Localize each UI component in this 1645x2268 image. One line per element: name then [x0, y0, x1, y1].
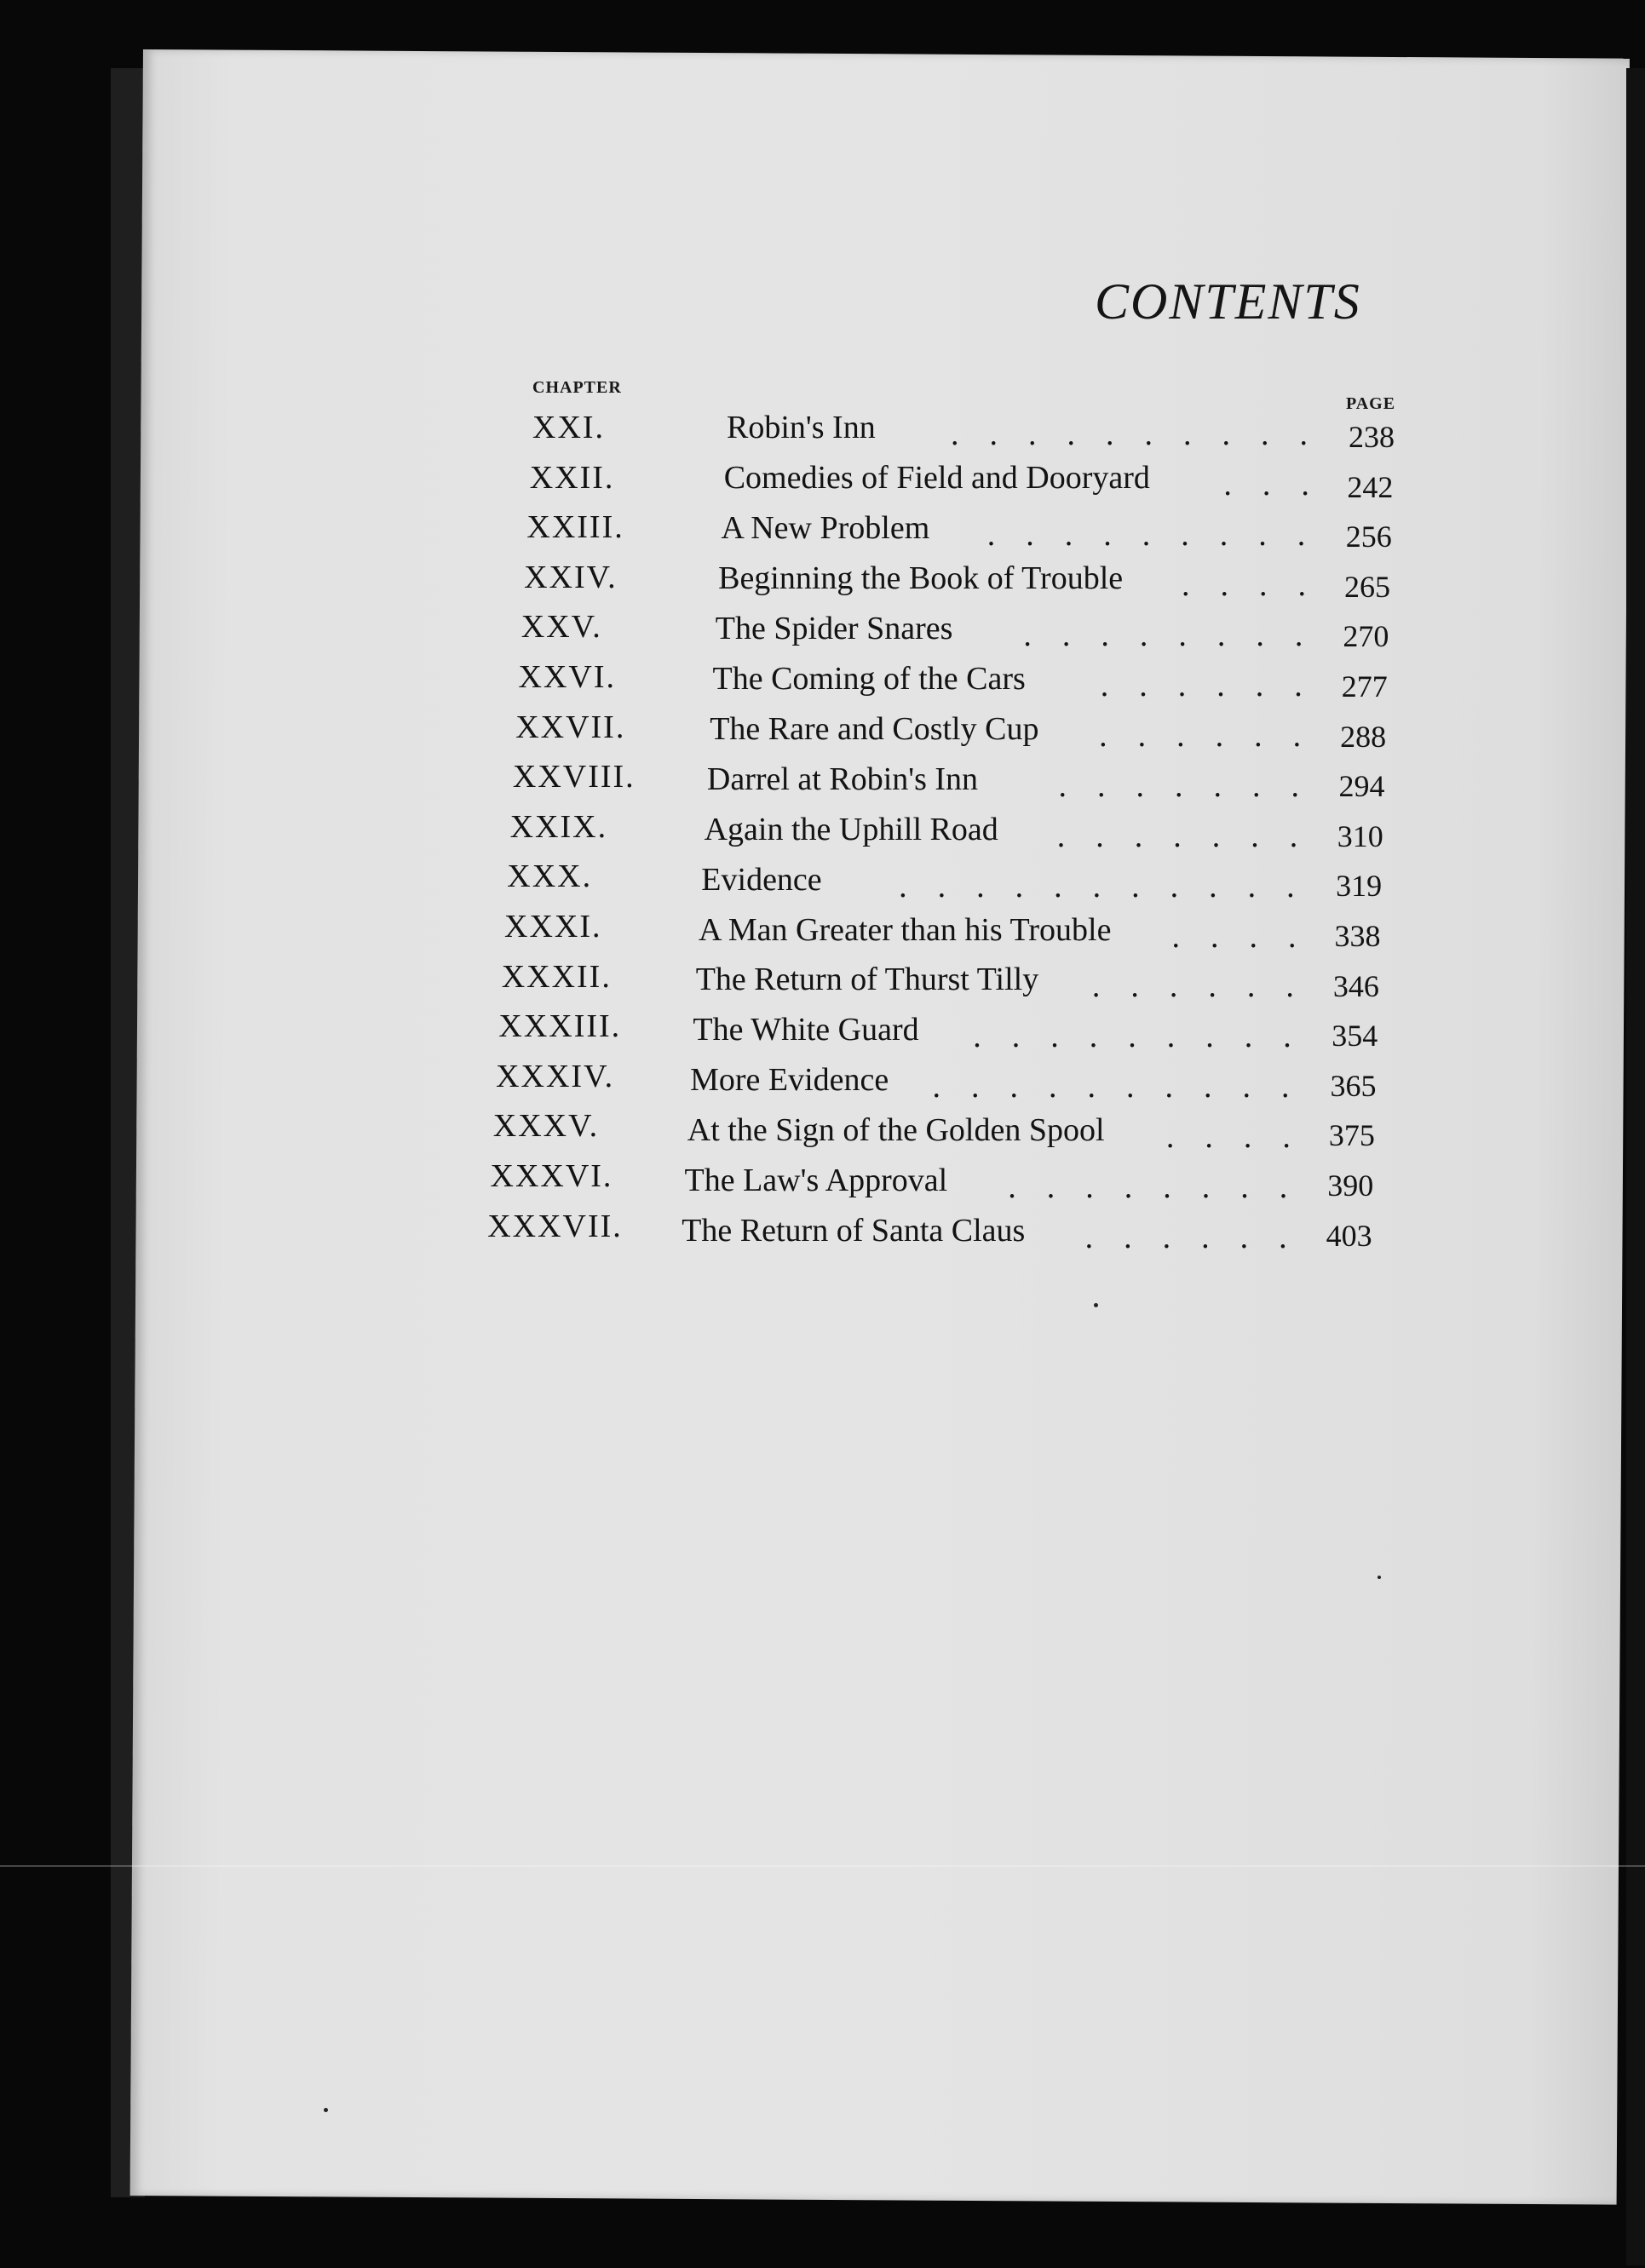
page-number: 390 [1327, 1168, 1374, 1203]
page-number: 238 [1349, 420, 1395, 454]
chapter-numeral: XXXIV. [496, 1058, 615, 1094]
dot-leader: ......... [973, 1019, 1322, 1055]
chapter-title: The Return of Thurst Tilly [695, 962, 1039, 998]
page-number: 375 [1328, 1118, 1375, 1153]
chapter-numeral: XXVIII. [512, 759, 636, 795]
chapter-numeral: XXXI. [504, 909, 602, 945]
page-number: 270 [1343, 619, 1389, 654]
page-number: 338 [1334, 919, 1381, 953]
chapter-numeral: XXIV. [524, 559, 618, 595]
chapter-numeral: XXI. [532, 410, 606, 445]
toc-row [0, 858, 1645, 907]
toc-row [0, 1157, 1645, 1207]
print-speck [1094, 1303, 1098, 1307]
toc-row [0, 908, 1645, 957]
chapter-numeral: XXIX. [509, 808, 608, 845]
page-number: 256 [1345, 520, 1392, 554]
dot-leader: ...... [1099, 717, 1332, 754]
chapter-title: The Law's Approval [684, 1163, 948, 1199]
toc-row [0, 1008, 1645, 1057]
chapter-title: Robin's Inn [727, 410, 876, 445]
dot-leader: ........ [1023, 617, 1334, 653]
toc-row [0, 559, 1645, 608]
print-speck [324, 2108, 328, 2112]
dot-leader: .... [1171, 918, 1327, 955]
chapter-title: Beginning the Book of Trouble [718, 560, 1124, 596]
toc-row [0, 958, 1645, 1008]
page-number: 319 [1336, 869, 1383, 904]
dot-leader: .... [1182, 566, 1337, 603]
toc-row [0, 709, 1645, 758]
page-number: 354 [1332, 1019, 1378, 1054]
chapter-title: Evidence [701, 861, 822, 898]
page-number: 242 [1347, 469, 1394, 504]
dot-leader: ........... [899, 868, 1326, 904]
page-number: 294 [1338, 769, 1385, 804]
chapter-numeral: XXVII. [515, 709, 626, 745]
chapter-title: A Man Greater than his Trouble [699, 911, 1112, 948]
dot-leader: .... [1165, 1119, 1321, 1156]
page-number: 403 [1326, 1218, 1372, 1253]
toc-row [0, 1208, 1645, 1257]
page-number: 288 [1340, 719, 1387, 754]
page-number: 310 [1337, 818, 1383, 853]
chapter-numeral: XXXIII. [498, 1008, 622, 1045]
chapter-title: Comedies of Field and Dooryard [723, 459, 1150, 496]
chapter-title: The Spider Snares [715, 610, 953, 646]
chapter-numeral: XXII. [529, 459, 615, 496]
page-number: 365 [1330, 1068, 1377, 1103]
dot-leader: ...... [1091, 968, 1325, 1005]
chapter-numeral: XXXVI. [490, 1158, 613, 1194]
chapter-numeral: XXXVII. [487, 1208, 623, 1244]
toc-row [0, 758, 1645, 807]
chapter-title: The Coming of the Cars [712, 660, 1026, 697]
chapter-title: The White Guard [693, 1012, 919, 1048]
chapter-numeral: XXV. [521, 609, 602, 646]
dot-leader: ....... [1058, 767, 1330, 804]
dot-leader: .......... [951, 416, 1338, 452]
toc-row [0, 459, 1645, 508]
chapter-column-label: CHAPTER [532, 378, 622, 397]
toc-row [0, 508, 1645, 558]
toc-row [0, 808, 1645, 858]
chapter-numeral: XXX. [507, 858, 593, 895]
chapter-title: The Rare and Costly Cup [710, 710, 1039, 747]
toc-row [0, 1107, 1645, 1157]
chapter-title: Darrel at Robin's Inn [706, 761, 979, 797]
chapter-title: At the Sign of the Golden Spool [687, 1112, 1105, 1149]
chapter-title: A New Problem [721, 509, 930, 546]
toc-row [0, 409, 1645, 458]
chapter-numeral: XXXII. [501, 958, 612, 995]
contents-heading: CONTENTS [1095, 273, 1361, 330]
chapter-title: Again the Uphill Road [704, 811, 998, 847]
toc-row [0, 1058, 1645, 1107]
chapter-numeral: XXIII. [526, 509, 624, 546]
toc-row [0, 608, 1645, 657]
print-speck [1378, 1576, 1381, 1579]
dot-leader: ...... [1100, 667, 1333, 703]
page-number: 346 [1332, 968, 1379, 1003]
chapter-numeral: XXVI. [518, 659, 616, 695]
dot-leader: ....... [1056, 818, 1329, 854]
dot-leader: ......... [986, 516, 1337, 553]
chapter-title: The Return of Santa Claus [682, 1213, 1026, 1249]
dot-leader: ........ [1008, 1169, 1319, 1206]
page-number: 265 [1344, 569, 1391, 604]
page-column-label: PAGE [1346, 394, 1396, 413]
page-number: 277 [1341, 669, 1388, 703]
chapter-title: More Evidence [690, 1062, 889, 1099]
dot-leader: .......... [932, 1069, 1320, 1105]
dot-leader: ...... [1084, 1220, 1318, 1256]
chapter-numeral: XXXV. [492, 1108, 600, 1145]
toc-row [0, 658, 1645, 708]
dot-leader: ... [1223, 466, 1340, 502]
